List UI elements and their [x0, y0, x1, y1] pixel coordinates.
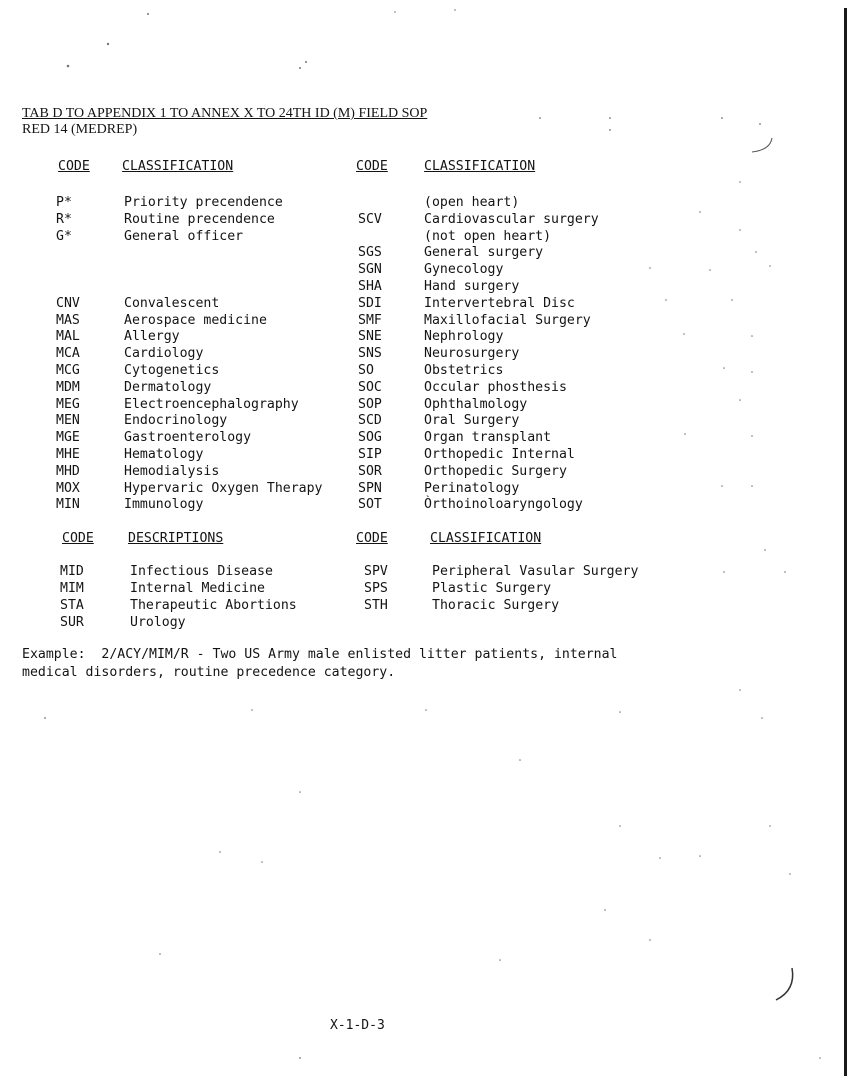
- table1-right-row-code: SNE: [358, 329, 382, 345]
- table1-left-row-code: MHD: [56, 463, 80, 479]
- table1-left-row-label: Allergy: [124, 329, 180, 345]
- table1-left-row-label: Hypervaric Oxygen Therapy: [124, 480, 323, 496]
- table2-left-code-header: CODE: [62, 531, 94, 546]
- table1-right-row-label: General surgery: [424, 245, 544, 261]
- table1-left-row-label: General officer: [124, 228, 244, 244]
- table1-left-row-code: G*: [56, 228, 72, 244]
- table1-left-row-code: P*: [56, 195, 72, 210]
- table1-right-row-code: SOT: [358, 497, 382, 513]
- table1-right-row-label: Orthopedic Surgery: [424, 463, 567, 479]
- table1-left-code-header: CODE: [58, 159, 90, 174]
- table2-left-label-header: DESCRIPTIONS: [128, 531, 224, 546]
- table1-left-row-label: Convalescent: [124, 295, 220, 311]
- table1-left-row-code: CNV: [56, 295, 80, 311]
- table1-left-row-code: MCA: [56, 346, 80, 362]
- table1-right-row-label: Nephrology: [424, 329, 504, 345]
- table2-left-row-code: MID: [60, 564, 84, 579]
- table1-right-row-code: SDI: [358, 295, 382, 311]
- table1-right-row-label: Perinatology: [424, 480, 520, 496]
- table1-left-row-label: Hemodialysis: [124, 463, 220, 479]
- table1-left-row-label: Priority precendence: [124, 195, 283, 210]
- table1-right-code-header: CODE: [356, 159, 388, 174]
- table1-right-row-code: SOG: [358, 430, 382, 446]
- table2-right-row-label: Plastic Surgery: [432, 581, 552, 596]
- table1-left-row-label: Aerospace medicine: [124, 312, 267, 328]
- table1-right-row-label: Gynecology: [424, 262, 504, 278]
- table2-left-row-code: STA: [60, 598, 84, 613]
- table1-right-row-label: Occular phosthesis: [424, 379, 567, 395]
- table1-right-row-code: SIP: [358, 447, 382, 462]
- table1-left-row-label: Routine precendence: [124, 211, 275, 227]
- page-number: X-1-D-3: [330, 1018, 385, 1033]
- table1-right-label-header: CLASSIFICATION: [424, 159, 536, 174]
- table1-right-row-code: SOP: [358, 396, 382, 412]
- document-subtitle: RED 14 (MEDREP): [22, 122, 138, 137]
- table1-right-row-label: Neurosurgery: [424, 346, 520, 362]
- table2-left-row-label: Internal Medicine: [130, 581, 265, 596]
- table1-left-row-label: Hematology: [124, 447, 204, 462]
- table1-left-row-label: Dermatology: [124, 379, 212, 395]
- table1-left-row-label: Cytogenetics: [124, 363, 220, 378]
- table2-right-row-label: Peripheral Vasular Surgery: [432, 564, 639, 579]
- table1-right-row-label: Òrthoinoloaryngology: [424, 497, 583, 513]
- table2-right-code-header: CODE: [356, 531, 388, 546]
- table2-left-row-label: Therapeutic Abortions: [130, 598, 297, 613]
- table1-left-row-code: MHE: [56, 447, 80, 462]
- table1-right-row-code: SNS: [358, 346, 382, 362]
- table1-right-row-code: SGS: [358, 245, 382, 261]
- table1-left-row-code: MAS: [56, 312, 80, 328]
- table1-right-row-label: Obstetrics: [424, 363, 504, 378]
- table2-right-row-code: SPS: [364, 581, 388, 596]
- table1-left-row-code: MCG: [56, 363, 80, 378]
- table1-left-row-code: MDM: [56, 379, 80, 395]
- table1-right-row-label: Organ transplant: [424, 430, 552, 446]
- table1-right-row-label: Maxillofacial Surgery: [424, 312, 591, 328]
- table1-right-row-label: Intervertebral Disc: [424, 295, 575, 311]
- table1-right-row-code: SOC: [358, 379, 382, 395]
- table1-right-row-code: SPN: [358, 480, 382, 496]
- table2-right-label-header: CLASSIFICATION: [430, 531, 542, 546]
- table1-right-row-label: (not open heart): [424, 228, 552, 244]
- table1-right-row-code: SHA: [358, 279, 382, 294]
- table1-right-row-code: SMF: [358, 312, 382, 328]
- table1-left-row-code: MOX: [56, 480, 80, 496]
- table1-right-row-code: SGN: [358, 262, 382, 278]
- table1-left-row-code: MIN: [56, 497, 80, 513]
- table1-left-row-code: R*: [56, 211, 72, 227]
- example-line-1: Example: 2/ACY/MIM/R - Two US Army male enlisted litter patients, internal: [22, 647, 618, 662]
- table1-right-row-code: SOR: [358, 463, 382, 479]
- table1-right-row-label: Cardiovascular surgery: [424, 211, 599, 227]
- table1-left-row-label: Gastroenterology: [124, 430, 252, 446]
- table1-left-row-label: Electroencephalography: [124, 396, 299, 412]
- table1-left-row-label: Endocrinology: [124, 413, 228, 429]
- table1-left-label-header: CLASSIFICATION: [122, 159, 234, 174]
- table1-right-row-label: Hand surgery: [424, 279, 520, 294]
- table1-right-row-label: Orthopedic Internal: [424, 447, 575, 462]
- document-title: TAB D TO APPENDIX 1 TO ANNEX X TO 24TH ID (M) FIELD SOP: [22, 106, 428, 121]
- table1-right-row-label: (open heart): [424, 195, 520, 210]
- table1-left-row-label: Immunology: [124, 497, 204, 513]
- table1-right-row-code: SCD: [358, 413, 382, 429]
- table1-left-row-code: MGE: [56, 430, 80, 446]
- table2-right-row-label: Thoracic Surgery: [432, 598, 560, 613]
- table2-right-row-code: SPV: [364, 564, 388, 579]
- table2-left-row-code: SUR: [60, 615, 84, 630]
- table1-right-row-label: Oral Surgery: [424, 413, 520, 429]
- table2-left-row-label: Infectious Disease: [130, 564, 273, 579]
- table1-right-row-label: Ophthalmology: [424, 396, 528, 412]
- table1-left-row-label: Cardiology: [124, 346, 204, 362]
- table2-left-row-label: Urology: [130, 615, 186, 630]
- table2-left-row-code: MIM: [60, 581, 84, 596]
- table1-right-row-code: SCV: [358, 211, 382, 227]
- table2-right-row-code: STH: [364, 598, 388, 613]
- example-line-2: medical disorders, routine precedence category.: [22, 665, 396, 680]
- table1-left-row-code: MEG: [56, 396, 80, 412]
- table1-right-row-code: SO: [358, 363, 374, 378]
- table1-left-row-code: MAL: [56, 329, 80, 345]
- table1-left-row-code: MEN: [56, 413, 80, 429]
